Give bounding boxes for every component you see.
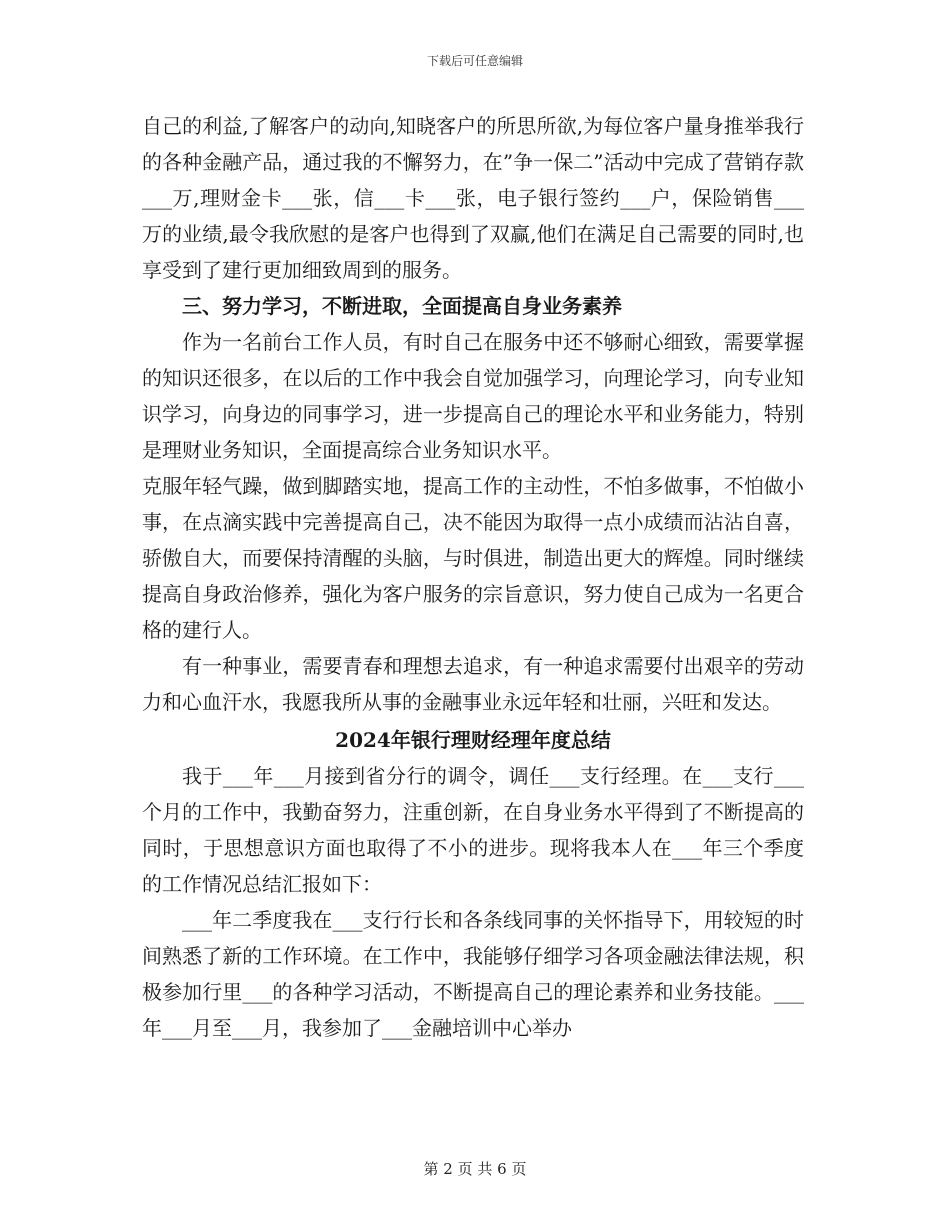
paragraph-continued: 自己的利益,了解客户的动向,知晓客户的所思所欲,为每位客户量身推举我行的各种金融产品，通过我的不懈努力，在”争一保二”活动中完成了营销存款___万,理财金卡___张，信___卡___张，电子银行签约___户，保险销售___万的业绩,最令我欣慰的是客户也得到了双赢,他们在满足自己需要的同时,也享受到了建行更加细致周到的服务。 <box>142 114 804 282</box>
document-title: 2024年银行理财经理年度总结 <box>335 728 611 752</box>
page-footer: 第 2 页 共 6 页 <box>423 1160 527 1178</box>
paragraph: 有一种事业，需要青春和理想去追求，有一种追求需要付出艰辛的劳动力和心血汗水，我愿我所从事的金融事业永远年轻和壮丽，兴旺和发达。 <box>142 654 804 714</box>
paragraph: 克服年轻气躁，做到脚踏实地，提高工作的主动性，不怕多做事，不怕做小事，在点滴实践中完善提高自己，决不能因为取得一点小成绩而沾沾自喜，骄傲自大，而要保持清醒的头脑，与时俱进，制造出更大的辉煌。同时继续提高自身政治修养，强化为客户服务的宗旨意识，努力使自己成为一名更合格的建行人。 <box>142 474 804 642</box>
page-header: 下载后可任意编辑 <box>426 54 523 68</box>
paragraph: 我于___年___月接到省分行的调令，调任___支行经理。在___支行___个月的工作中，我勤奋努力，注重创新，在自身业务水平得到了不断提高的同时，于思想意识方面也取得了不小的进步。现将我本人在___年三个季度的工作情况总结汇报如下： <box>142 764 804 896</box>
paragraph: 作为一名前台工作人员，有时自己在服务中还不够耐心细致，需要掌握的知识还很多，在以后的工作中我会自觉加强学习，向理论学习，向专业知识学习，向身边的同事学习，进一步提高自己的理论水平和业务能力，特别是理财业务知识，全面提高综合业务知识水平。 <box>142 330 804 462</box>
document-body <box>142 108 804 1046</box>
section-heading: 三、努力学习，不断进取，全面提高自身业务素养 <box>182 294 622 318</box>
paragraph: ___年二季度我在___支行行长和各条线同事的关怀指导下，用较短的时间熟悉了新的工作环境。在工作中，我能够仔细学习各项金融法律法规，积极参加行里___的各种学习活动，不断提高自己的理论素养和业务技能。___年___月至___月，我参加了___金融培训中心举办 <box>142 908 804 1040</box>
